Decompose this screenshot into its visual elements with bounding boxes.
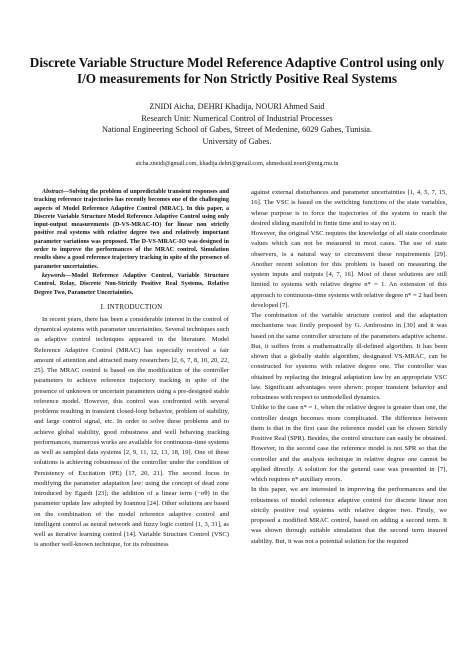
intro-paragraph: In recent years, there has been a considerable interest in the control of dynamical systems with parameter uncertainties. Several techniques such as adaptive control techniques appeared in the literature. Model Reference Adaptive Control (MRAC) has especially received a fair amount of attention and attracted many researchers [2, 6, 7, 8, 10, 20, 22, 25]. The MRAC control is based on the modification of the controller parameters to achieve reference trajectory tracking in spite of the presence of unknown or uncertain parameters using a pre-designed stable reference model. However, this control was confronted with several problems resulting in transient closed-loop behavior, problem of stability, and large control signal, etc. In order to solve these problems and to achieve global stability, good robustness and well behaving tracking performances, numerous works are available for continuous-time systems as well as sampled data systems [2, 9, 11, 12, 13, 18, 19]. One of these solutions is achieving robustness of the controller under the condition of Persistency of Excitation (PE) [17, 20, 21]. The second focus in modifying the parameter adaptation law: using the concept of dead zone introduced by Egardt [23]; the addition of a linear term (−σθ) in the parameter update law adopted by Ioannou [24]. Other solutions are based on the combination of the model reference adaptive control and intelligent control as neural network and fuzzy logic control [1, 3, 31], as well as iterative learning control [14]. Variable Structure Control (VSC) is another well-known technique, for its robustness [34,315,229,549]
abstract-lead: Abstract [42,189,63,195]
keywords [34,272,229,297]
body-paragraph: The combination of the variable structure control and the adaptation mechanisms was firstly proposed by G. Ambrosino in [30] and it was based on the same controller structure of the parameters adaptive scheme. But, it suffers from a mathematically ill-defined algorithm. It has been shown that a globally stable algorithm, designated VS-MRAC, can be constructed for systems with relative degree one. The controller was obtained by replacing the integral adaptation law by an appropriate VSC law. Significant advantages were shown: proper transient behavior and robustness with respect to unmodelled dynamics. [251,312,447,401]
abstract [34,188,229,271]
abstract-text: —Solving the problem of unpredictable transient responses and tracking reference trajectories has recently becomes one of the challenging aspects of Model Reference Adaptive Control (MRAC). In this paper, a Discrete Variable Structure Model Reference Adaptive Control using only input-output measurements (D-VS-MRAC-IO) for linear non strictly positive real systems with relative degree two and relatively important parameter variations was proposed. The D-VS-MRAC-IO was designed in order to improve the performances of the MRAC control. Simulation results show a good reference trajectory tracking in spite of the presence of parameter uncertainties. [34,189,229,270]
right-column [251,188,447,547]
school-address: National Engineering School of Gabes, Street of Medenine, 6029 Gabes, Tunisia. [101,125,373,135]
university: University of Gabes. [202,137,272,147]
keywords-text: —Model Reference Adaptive Control, Variable Structure Control, Relay, Discrete Non-Strictly Positive Real Systems, Relative Degree Two, Parameter Uncertainties. [34,272,229,296]
author-emails: aicha.zneidi@gmail.com, khadija.dehri@gmail.com, ahmedsaid.nouri@enig.rnu.tn [135,161,339,167]
keywords-lead: keywords [42,272,66,279]
author-names: ZNIDI Aicha, DEHRI Khadija, NOURI Ahmed Said [149,102,325,111]
section-heading: I. INTRODUCTION [100,302,163,311]
body-paragraph: against external disturbances and parameter uncertainties [1, 4, 5, 7, 15, 16]. The VSC is based on the switching functions of the state variables, whose purpose is to force the trajectories of the system to reach the desired sliding manifold in finite time and to stay on it. [251,189,447,227]
body-paragraph: Unlike to the case n* = 1, when the relative degree is greater than one, the controller design becomes more complicated. The difference between them is that in the first case the reference model can be chosen Strictly Positive Real (SPR). Besides, the control structure can easily be obtained. However, in the second case the reference model is not SPR so that the controller and the analysis technique in relative degree one cannot be applied directly. A solution for the general case was presented in [7], which requires n* auxiliary errors. [251,404,447,483]
research-unit: Research Unit: Numerical Control of Industrial Processes [141,113,333,123]
body-paragraph: However, the original VSC requires the knowledge of all state coordinate values which can not be measured in most cases. The use of state observers, is a natural way to circumvent these requirements [29]. Another recent solution for this problem is based on measuring the system inputs and outputs [4, 7, 16]. Most of these solutions are still limited to systems with relative degree n* = 1. An extension of this approach to continuous-time systems with relative degree n* = 2 had been developed [7]. [251,230,447,309]
left-column [34,188,229,551]
author-block [20,101,454,148]
paper-title: Discrete Variable Structure Model Reference Adaptive Control using only I/O measurements for Non Strictly Positive Real Systems [29,55,445,86]
body-paragraph: In this paper, we are interested in improving the performances and the robustness of model reference adaptive control for discrete linear non strictly positive real systems with relative degree two. Firstly, we proposed a modified MRAC control, based on adding a second term. It was shown through suitable simulation that the second term insured stability. But, it was not a potential solution for the required [251,486,447,545]
